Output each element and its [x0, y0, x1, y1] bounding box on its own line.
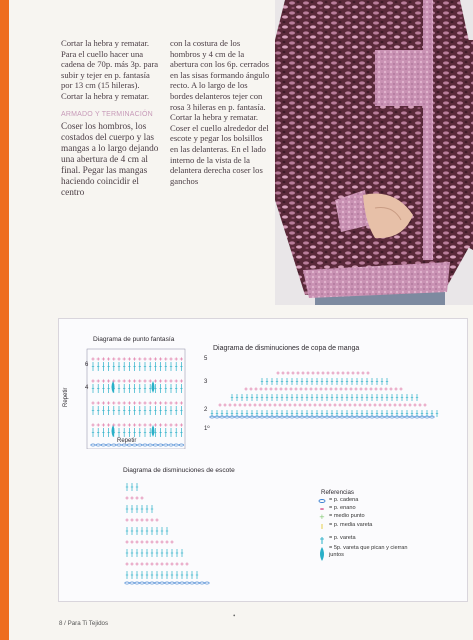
stitch-symbol [200, 582, 204, 584]
stitch-symbol [122, 444, 126, 446]
page-footer: 8 / Para Ti Tejidos [59, 620, 109, 627]
stitch-symbol [145, 582, 149, 584]
repeat-label-horizontal: Repetir [117, 438, 137, 444]
legend-item: = p. vareta [329, 535, 356, 541]
stitch-symbol [175, 582, 179, 584]
stitch-symbol [138, 444, 142, 446]
stitch-symbol [130, 582, 134, 584]
row-number: 3 [204, 379, 208, 385]
stitch-symbol [96, 444, 100, 446]
svg-text:+: + [319, 513, 325, 521]
legend-item: = p. media vareta [329, 522, 373, 528]
cardigan-photo [275, 0, 473, 305]
stitch-symbol [169, 444, 173, 446]
diagrams-panel [58, 318, 468, 602]
stitch-symbol [174, 444, 178, 446]
stitch-symbol [160, 582, 164, 584]
paragraph: con la costura de los hombros y 4 cm de la abertura con los 6p. cerrados en las sisas formando ángulo recto. A lo largo de los bordes delanteros tejer con rosa 3 hileras en p. fantasía. Cortar la hebra y rematar. Coser el cuello alrededor del escote y pegar los bolsillos en las delanteras. En el lado interno de la vista de la delantera derecha coser los ganchos [170, 38, 270, 186]
stitch-symbol [132, 444, 136, 446]
diagram-title-fantasia: Diagrama de punto fantasía [93, 336, 175, 343]
stitch-symbol [140, 582, 144, 584]
footer-mark: • [233, 612, 236, 620]
stitch-symbol [117, 444, 121, 446]
stitch-symbol [165, 582, 169, 584]
legend-title: Referencias [321, 489, 355, 496]
stitch-symbol [125, 582, 129, 584]
repeat-label-vertical: Repetir [63, 387, 69, 407]
diagram-copa-manga [209, 357, 439, 419]
stitch-symbol [170, 582, 174, 584]
row-number: 4 [85, 385, 89, 391]
stitch-symbol [135, 582, 139, 584]
paragraph: Cortar la hebra y rematar. [61, 38, 150, 48]
legend-item: = p. cadena [329, 497, 359, 503]
legend-item: = medio punto [329, 513, 365, 519]
stitch-symbol [205, 582, 209, 584]
stitch-symbol [190, 582, 194, 584]
paragraph: Coser los hombros, los costados del cuerpo y las mangas a lo largo dejando una abertura de 4 cm al final. Pegar las mangas haciendo coincidir el centro [61, 122, 159, 199]
stitch-symbol [180, 582, 184, 584]
diagram-punto-fantasia [73, 345, 193, 449]
row-number: 6 [85, 362, 89, 368]
diagram-escote [119, 477, 229, 587]
stitch-symbol [91, 444, 95, 446]
stitch-symbol [87, 349, 185, 449]
stitch-symbol [101, 444, 105, 446]
stitch-symbol [143, 444, 147, 446]
legend-icons [317, 497, 329, 567]
stitch-symbol [195, 582, 199, 584]
diagram-title-escote: Diagrama de disminuciones de escote [123, 467, 235, 474]
text-column-right [170, 38, 272, 186]
row-number: 1º [204, 426, 210, 432]
stitch-symbol [150, 582, 154, 584]
stitch-symbol [185, 582, 189, 584]
stitch-symbol [148, 444, 152, 446]
stitch-symbol [112, 444, 116, 446]
stitch-symbol [158, 444, 162, 446]
section-heading: ARMADO Y TERMINACIÓN [61, 110, 153, 118]
paragraph: Para el cuello hacer una cadena de 70p. más 3p. para subir y tejer en p. fantasía por 13 cm (15 hileras). Cortar la hebra y rematar. [61, 48, 159, 101]
row-number: 5 [204, 356, 208, 362]
stitch-symbol [179, 444, 183, 446]
stitch-symbol [155, 582, 159, 584]
stitch-symbol [127, 444, 131, 446]
cluster-symbol [152, 381, 155, 393]
stitch-symbol [106, 444, 110, 446]
cluster-symbol [152, 425, 155, 437]
row-number: 2 [204, 407, 208, 413]
diagram-title-manga: Diagrama de disminuciones de copa de manga [213, 345, 360, 352]
stitch-symbol [153, 444, 157, 446]
orange-edge-bar [0, 0, 9, 640]
legend-item: = 5p. vareta que pican y cierran juntos [329, 545, 408, 558]
legend-item: = p. enano [329, 505, 356, 511]
text-column-left [61, 38, 161, 199]
stitch-symbol [164, 444, 168, 446]
